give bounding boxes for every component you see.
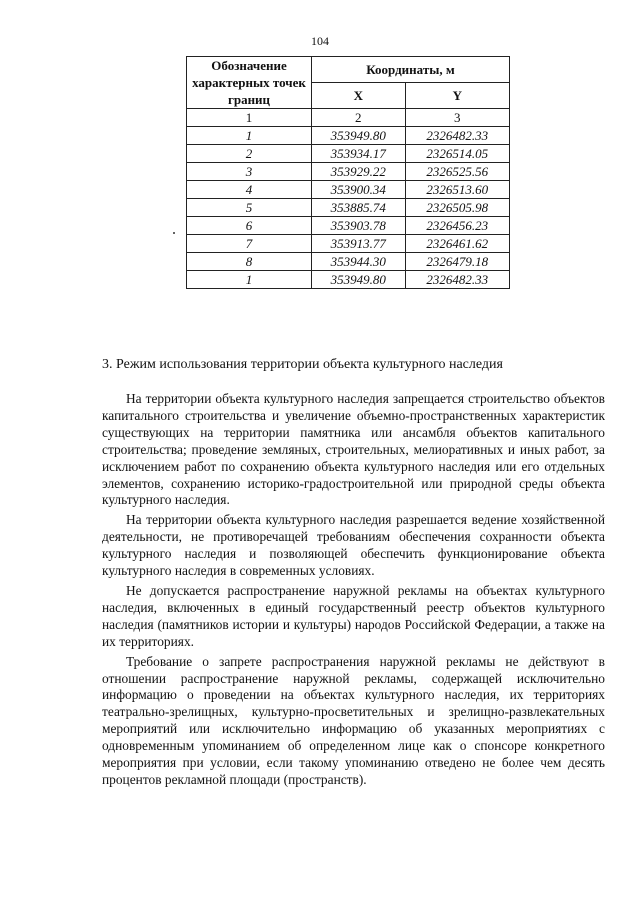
header-x: X — [312, 83, 406, 109]
paragraph: Не допускается распространение наружной рекламы на объектах культурного наследия, включенных в единый государственный реестр объектов культурного наследия (памятников истории и культуры) народов Российской Федерации, а также на их территориях. — [102, 582, 605, 649]
x-value: 353929.22 — [312, 163, 406, 181]
point-id: 5 — [187, 199, 312, 217]
point-id: 1 — [187, 271, 312, 289]
point-id: 6 — [187, 217, 312, 235]
paragraph: На территории объекта культурного наследия запрещается строительство объектов капитального строительства и увеличение объемно-пространственных характеристик существующих на территории памятника или ансамбля объектов капитального строительства; проведение земляных, строительных, мелиоративных и иных работ, за исключением работ по сохранению объекта культурного наследия или его отдельных элементов, сохранению историко-градостроительной или природной среды объекта культурного наследия. — [102, 391, 605, 508]
paragraph: Требование о запрете распространения наружной рекламы не действуют в отношении распространение наружной рекламы, содержащей исключительно информацию о проведении на объектах культурного наследия, их территориях театрально-зрелищных, культурно-просветительных и зрелищно-развлекательных мероприятий или исключительно информацию об указанных мероприятиях с одновременным упоминанием об определенном лице как о спонсоре конкретного мероприятия при условии, если такому упоминанию отведено не более чем десять процентов рекламной площади (пространств). — [102, 653, 605, 787]
x-value: 353934.17 — [312, 145, 406, 163]
table-column-numbers — [187, 109, 510, 127]
x-value: 353944.30 — [312, 253, 406, 271]
col-number-2: 2 — [312, 109, 406, 127]
body-text — [102, 391, 605, 792]
header-coordinates: Координаты, м — [312, 57, 510, 83]
x-value: 353900.34 — [312, 181, 406, 199]
point-id: 8 — [187, 253, 312, 271]
x-value: 353903.78 — [312, 217, 406, 235]
table-row — [187, 145, 510, 163]
table-row — [187, 199, 510, 217]
y-value: 2326482.33 — [405, 271, 509, 289]
coordinates-table — [186, 56, 510, 289]
y-value: 2326479.18 — [405, 253, 509, 271]
point-id: 7 — [187, 235, 312, 253]
table-row — [187, 127, 510, 145]
page-number: 104 — [311, 34, 329, 48]
y-value: 2326514.05 — [405, 145, 509, 163]
y-value: 2326456.23 — [405, 217, 509, 235]
y-value: 2326513.60 — [405, 181, 509, 199]
paragraph: На территории объекта культурного наследия разрешается ведение хозяйственной деятельности, не противоречащей требованиям обеспечения сохранности объекта культурного наследия и позволяющей обеспечить функционирование объекта культурного наследия в современных условиях. — [102, 512, 605, 579]
x-value: 353949.80 — [312, 271, 406, 289]
y-value: 2326505.98 — [405, 199, 509, 217]
table-row — [187, 253, 510, 271]
y-value: 2326461.62 — [405, 235, 509, 253]
section-title: 3. Режим использования территории объекта культурного наследия — [102, 357, 503, 372]
scan-speck — [173, 232, 175, 234]
x-value: 353913.77 — [312, 235, 406, 253]
x-value: 353885.74 — [312, 199, 406, 217]
table-row — [187, 235, 510, 253]
point-id: 2 — [187, 145, 312, 163]
col-number-3: 3 — [405, 109, 509, 127]
table-header-row — [187, 57, 510, 83]
x-value: 353949.80 — [312, 127, 406, 145]
table-row — [187, 217, 510, 235]
table-row — [187, 271, 510, 289]
table-row — [187, 181, 510, 199]
point-id: 3 — [187, 163, 312, 181]
y-value: 2326525.56 — [405, 163, 509, 181]
table-row — [187, 163, 510, 181]
y-value: 2326482.33 — [405, 127, 509, 145]
col-number-1: 1 — [187, 109, 312, 127]
header-point-label: Обозначение характерных точек границ — [187, 57, 312, 109]
point-id: 1 — [187, 127, 312, 145]
header-y: Y — [405, 83, 509, 109]
point-id: 4 — [187, 181, 312, 199]
